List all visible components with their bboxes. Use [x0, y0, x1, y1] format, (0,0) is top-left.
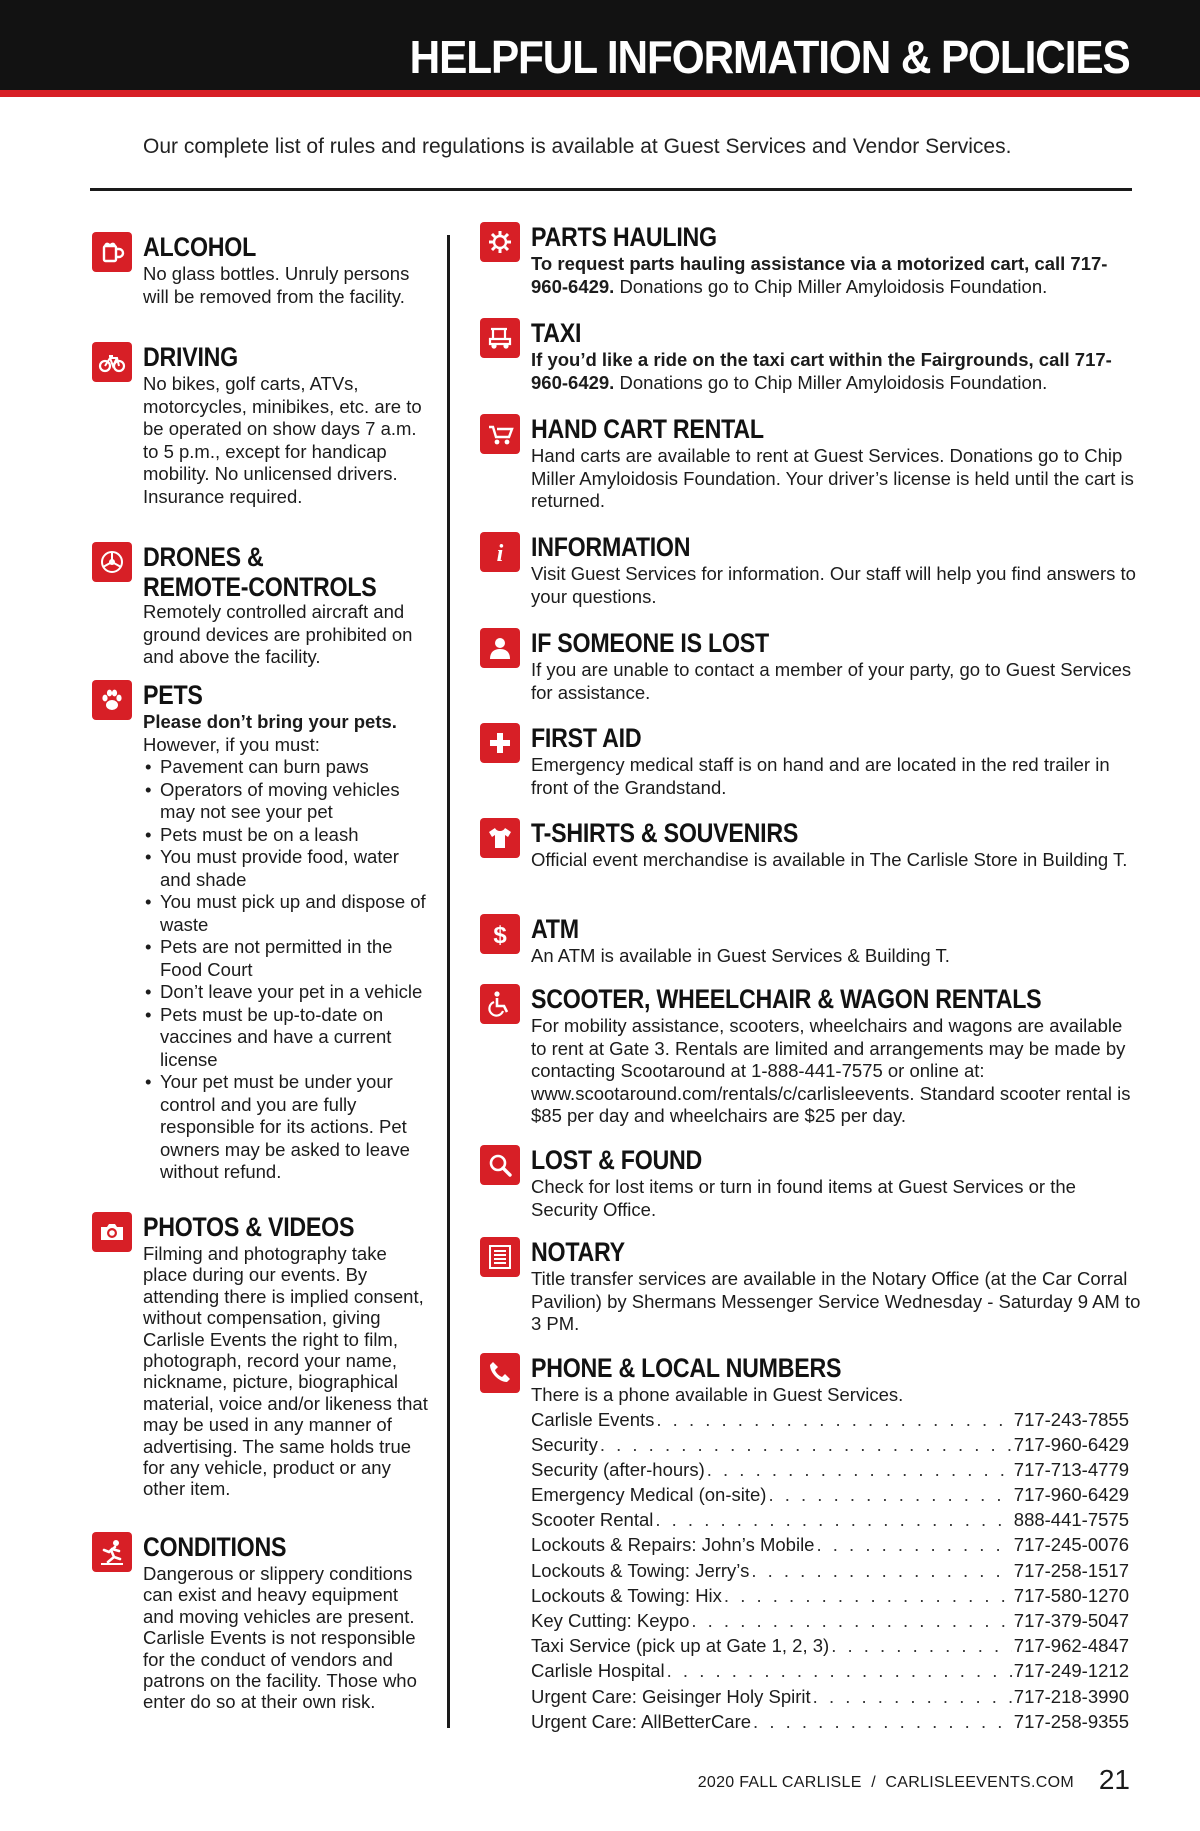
- person-icon: [480, 628, 520, 668]
- section-title: FIRST AID: [531, 723, 642, 753]
- golf-cart-icon: [480, 318, 520, 358]
- list-icon: [480, 1237, 520, 1277]
- section-title: IF SOMEONE IS LOST: [531, 628, 769, 658]
- phone-number: 888-441-7575: [1013, 1509, 1129, 1531]
- list-item: • You must provide food, water and shade: [143, 846, 433, 891]
- list-item: [531, 1635, 1129, 1660]
- page-footer: 2020 FALL CARLISLE / CARLISLEEVENTS.COM: [697, 1774, 1074, 1791]
- pets-intro: However, if you must:: [143, 733, 320, 755]
- tshirt-icon: [480, 818, 520, 858]
- phone-intro: There is a phone available in Guest Services.: [531, 1384, 904, 1405]
- intro-text: Our complete list of rules and regulations is available at Guest Services and Vendor Services.: [143, 135, 1012, 158]
- section-title: LOST & FOUND: [531, 1145, 703, 1175]
- phone-number: 717-258-9355: [1013, 1710, 1129, 1732]
- phone-icon: [480, 1353, 520, 1393]
- section-title: PETS: [143, 680, 203, 710]
- contact-name: Carlisle Events: [531, 1408, 655, 1430]
- section-body: Official event merchandise is available in The Carlisle Store in Building T.: [531, 849, 1128, 870]
- dot-leader: [813, 1686, 1012, 1709]
- contact-name: Key Cutting: Keypo: [531, 1610, 690, 1631]
- section-body: Emergency medical staff is on hand and are located in the red trailer in front of the Grandstand.: [531, 754, 1110, 798]
- section-title-line: DRONES &: [143, 542, 264, 572]
- contact-name: Lockouts & Repairs: John’s Mobile: [531, 1534, 815, 1556]
- bicycle-icon: [92, 342, 132, 382]
- section-body: [143, 711, 433, 1184]
- section-body: Check for lost items or turn in found items at Guest Services or the Security Office.: [531, 1176, 1076, 1220]
- phone-number-list: [531, 1409, 1141, 1736]
- page-title: HELPFUL INFORMATION & POLICIES: [409, 31, 1130, 83]
- phone-number: 717-962-4847: [1013, 1635, 1129, 1657]
- contact-name: Lockouts & Towing: Jerry’s: [531, 1559, 750, 1581]
- section-title-line: REMOTE-CONTROLS: [143, 572, 377, 602]
- dot-leader: [655, 1509, 1011, 1532]
- phone-number: 717-960-6429: [1013, 1433, 1129, 1455]
- list-item: • Pavement can burn paws: [143, 756, 433, 779]
- list-item: [531, 1409, 1129, 1434]
- svg-text:$: $: [493, 922, 507, 949]
- contact-name: Carlisle Hospital: [531, 1660, 665, 1682]
- phone-number: 717-580-1270: [1013, 1584, 1129, 1606]
- beer-mug-icon: [92, 232, 132, 272]
- magnifier-icon: [480, 1145, 520, 1185]
- list-item: [531, 1509, 1129, 1534]
- list-item: [531, 1585, 1129, 1610]
- dot-leader: [753, 1711, 1012, 1734]
- phone-number: 717-379-5047: [1013, 1610, 1129, 1631]
- medical-cross-icon: [480, 723, 520, 763]
- section-body: Filming and photography take place during our events. By attending there is implied consent, without compensation, giving Carlisle Events the right to film, photograph, record your name, nickname, picture, biographical material, voice and/or likeness that may be used in any manner of advertising. The same holds true for any vehicle, product or any other item.: [143, 1243, 428, 1500]
- section-body: Hand carts are available to rent at Guest Services. Donations go to Chip Miller Amyloidosis Foundation. Your driver’s license is held until the cart is returned.: [531, 445, 1134, 511]
- section-title: CONDITIONS: [143, 1532, 287, 1562]
- dot-leader: [667, 1660, 1012, 1683]
- list-item: [531, 1534, 1129, 1559]
- dot-leader: [724, 1585, 1012, 1608]
- section-title: [143, 542, 376, 602]
- slipping-person-icon: [92, 1532, 132, 1572]
- section-title: ATM: [531, 914, 579, 944]
- list-item: [531, 1686, 1129, 1711]
- section-text: Donations go to Chip Miller Amyloidosis Foundation.: [614, 371, 1048, 393]
- list-item: • You must pick up and dispose of waste: [143, 891, 433, 936]
- dollar-icon: [480, 914, 520, 954]
- list-item: [531, 1711, 1129, 1736]
- section-text: Donations go to Chip Miller Amyloidosis Foundation.: [614, 275, 1048, 297]
- list-item: • Operators of moving vehicles may not see your pet: [143, 779, 433, 824]
- contact-name: Scooter Rental: [531, 1509, 654, 1531]
- pets-lead: Please don’t bring your pets.: [143, 711, 397, 732]
- section-body: Title transfer services are available in the Notary Office (at the Car Corral Pavilion) by Shermans Messenger Service Wednesday - Saturday 9 AM to 3 PM.: [531, 1268, 1141, 1334]
- section-title: SCOOTER, WHEELCHAIR & WAGON RENTALS: [531, 984, 1042, 1014]
- list-item: [531, 1434, 1129, 1459]
- contact-name: Urgent Care: Geisinger Holy Spirit: [531, 1685, 811, 1707]
- column-divider: [447, 235, 450, 1728]
- list-item: • Your pet must be under your control and you are fully responsible for its actions. Pet owners may be asked to leave without refund.: [143, 1071, 433, 1184]
- phone-number: 717-243-7855: [1013, 1408, 1129, 1430]
- section-title: HAND CART RENTAL: [531, 414, 764, 444]
- list-item: [531, 1459, 1129, 1484]
- info-icon: [480, 532, 520, 572]
- cart-icon: [480, 414, 520, 454]
- section-lead: To request parts hauling assistance via a motorized cart, call 717-960-6429.: [531, 253, 1108, 297]
- list-item: [531, 1484, 1129, 1509]
- section-body: If you are unable to contact a member of your party, go to Guest Services for assistance.: [531, 659, 1132, 703]
- wheelchair-icon: [480, 984, 520, 1024]
- list-item: • Don’t leave your pet in a vehicle: [143, 981, 433, 1004]
- list-item: [531, 1610, 1129, 1635]
- contact-name: Urgent Care: AllBetterCare: [531, 1710, 752, 1732]
- contact-name: Emergency Medical (on-site): [531, 1484, 767, 1506]
- dot-leader: [768, 1484, 1011, 1507]
- section-title: ALCOHOL: [143, 232, 256, 262]
- dot-leader: [656, 1409, 1011, 1432]
- drone-icon: [92, 542, 132, 582]
- phone-number: 717-249-1212: [1013, 1660, 1129, 1682]
- svg-text:i: i: [496, 541, 504, 567]
- phone-number: 717-218-3990: [1013, 1685, 1129, 1707]
- section-title: TAXI: [531, 318, 582, 348]
- pets-rules-list: [143, 756, 433, 1184]
- list-item: [531, 1560, 1129, 1585]
- camera-icon: [92, 1212, 132, 1252]
- phone-number: 717-245-0076: [1013, 1534, 1129, 1556]
- dot-leader: [600, 1434, 1012, 1457]
- section-body: [531, 253, 1141, 298]
- section-body: An ATM is available in Guest Services & Building T.: [531, 945, 950, 966]
- list-item: • Pets are not permitted in the Food Court: [143, 936, 433, 981]
- section-title: DRIVING: [143, 342, 238, 372]
- dot-leader: [751, 1560, 1011, 1583]
- section-body: Visit Guest Services for information. Our staff will help you find answers to your questions.: [531, 563, 1136, 607]
- contact-name: Taxi Service (pick up at Gate 1, 2, 3): [531, 1635, 830, 1657]
- list-item: • Pets must be up-to-date on vaccines and have a current license: [143, 1004, 433, 1072]
- section-body: Dangerous or slippery conditions can exist and heavy equipment and moving vehicles are present. Carlisle Events is not responsible for the conduct of vendors and patrons on the facility. Those who enter do so at their own risk.: [143, 1563, 417, 1713]
- dot-leader: [816, 1534, 1011, 1557]
- dot-leader: [691, 1610, 1011, 1633]
- section-lead: If you’d like a ride on the taxi cart within the Fairgrounds, call 717-960-6429.: [531, 349, 1112, 393]
- section-body: [531, 1384, 1141, 1736]
- list-item: [531, 1660, 1129, 1685]
- phone-number: 717-713-4779: [1013, 1458, 1129, 1480]
- section-body: Remotely controlled aircraft and ground devices are prohibited on and above the facility.: [143, 601, 413, 667]
- list-item: • Pets must be on a leash: [143, 824, 433, 847]
- contact-name: Lockouts & Towing: Hix: [531, 1584, 722, 1606]
- dot-leader: [707, 1459, 1012, 1482]
- page-header: [0, 0, 1200, 97]
- page-number: 21: [1098, 1764, 1130, 1795]
- section-title: NOTARY: [531, 1237, 625, 1267]
- divider: [90, 188, 1132, 191]
- phone-number: 717-258-1517: [1013, 1559, 1129, 1581]
- dot-leader: [831, 1635, 1012, 1658]
- contact-name: Security: [531, 1433, 598, 1455]
- section-title: PHOTOS & VIDEOS: [143, 1212, 355, 1242]
- paw-print-icon: [92, 680, 132, 720]
- gear-icon: [480, 222, 520, 262]
- section-title: PHONE & LOCAL NUMBERS: [531, 1353, 842, 1383]
- section-title: T-SHIRTS & SOUVENIRS: [531, 818, 799, 848]
- section-title: INFORMATION: [531, 532, 691, 562]
- section-body: [531, 349, 1141, 394]
- section-body: No bikes, golf carts, ATVs, motorcycles, minibikes, etc. are to be operated on show days 7 a.m. to 5 p.m., except for handicap mobility. No unlicensed drivers. Insurance required.: [143, 373, 422, 507]
- section-body: No glass bottles. Unruly persons will be removed from the facility.: [143, 263, 410, 307]
- contact-name: Security (after-hours): [531, 1458, 705, 1480]
- phone-number: 717-960-6429: [1013, 1484, 1129, 1506]
- section-body: For mobility assistance, scooters, wheelchairs and wagons are available to rent at Gate 3. Rentals are limited and arrangements may be made by contacting Scootaround at 1-888-441-7575 or online at: www.scootaround.com/rentals/c/carlisleevents. Standard scooter rental is $85 per day and wheelchairs are $25 per day.: [531, 1015, 1131, 1126]
- section-title: PARTS HAULING: [531, 222, 717, 252]
